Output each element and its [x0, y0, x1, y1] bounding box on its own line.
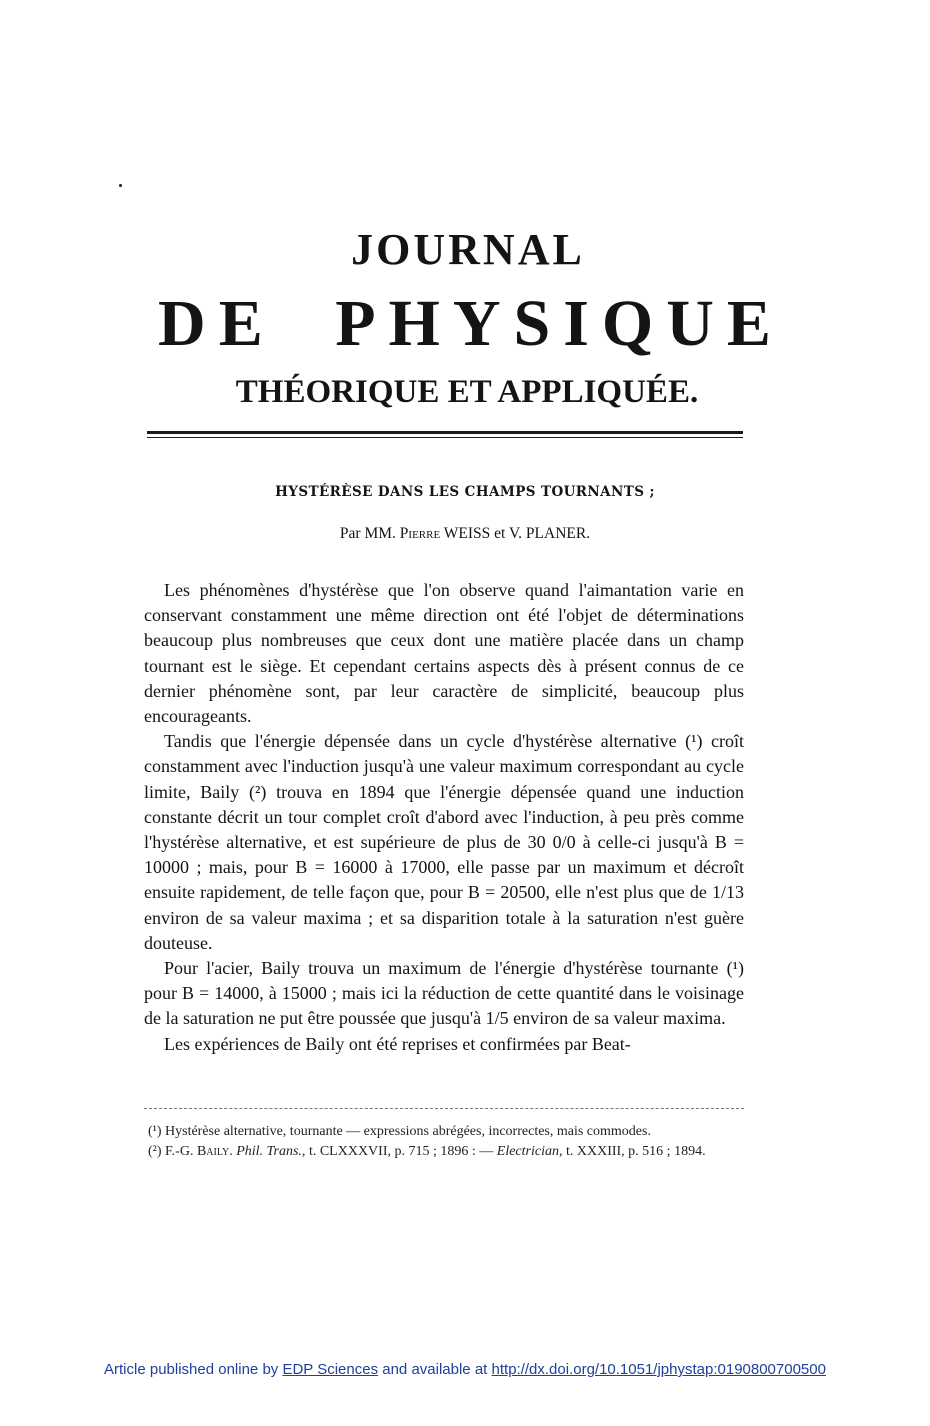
article-title: HYSTÉRÈSE DANS LES CHAMPS TOURNANTS ; — [275, 484, 655, 500]
footnote-2-ref: t. CLXXXVII, p. 715 ; 1896 : — — [308, 1143, 494, 1159]
article-body — [144, 578, 744, 1057]
journal-subtitle: DE PHYSIQUE — [158, 287, 784, 360]
body-paragraph: Pour l'acier, Baily trouva un maximum de l'énergie d'hystérèse tournante (¹) pour B = 14000, à 15000 ; mais ici la réduction de cette quantité dans le voisinage de la saturation ne put être poussée que jusqu'à 1/5 environ de sa valeur maxima. — [144, 958, 744, 1029]
journal-title: JOURNAL — [351, 225, 585, 274]
masthead-rule-thick — [147, 431, 743, 434]
author1-last-name: WEISS — [443, 525, 491, 542]
body-paragraph: Les expériences de Baily ont été reprises et confirmées par Beat- — [164, 1033, 631, 1054]
footnote-2-journal: Phil. Trans., — [236, 1143, 306, 1159]
doi-link[interactable]: http://dx.doi.org/10.1051/jphystap:0190800700500 — [491, 1361, 826, 1378]
publisher-link[interactable]: EDP Sciences — [282, 1361, 379, 1378]
footnote-2 — [144, 1143, 744, 1161]
article-byline — [0, 524, 930, 544]
journal-tagline: THÉORIQUE ET APPLIQUÉE. — [235, 374, 699, 410]
body-paragraph: Les phénomènes d'hystérèse que l'on observe quand l'aimantation varie en conservant constamment une même direction ont été l'objet de déterminations beaucoup plus nombreuses que ceux dont une matière placée dans un champ tournant est le siège. Et cependant certains aspects dès à présent connus de ce dernier phénomène sont, par leur caractère de simplicité, beaucoup plus encourageants. — [144, 580, 744, 727]
footnote-2-prefix: (²) F.-G. — [148, 1143, 194, 1159]
footnote-1: (¹) Hystérèse alternative, tournante — expressions abrégées, incorrectes, mais commodes. — [148, 1124, 651, 1139]
footnote-2-ref2: t. XXXIII, p. 516 ; 1894. — [565, 1143, 706, 1159]
stray-mark — [119, 184, 122, 187]
footnote-2-author: Baily. — [196, 1143, 233, 1159]
footnote-separator — [144, 1108, 744, 1110]
publication-notice — [0, 1359, 930, 1381]
author1-first-name: Pierre — [399, 525, 441, 542]
byline-and: et — [494, 525, 506, 542]
author2-name: V. PLANER. — [508, 525, 591, 542]
footnotes — [144, 1123, 744, 1162]
byline-prefix: Par MM. — [339, 525, 396, 542]
footnote-2-journal2: Electrician, — [496, 1143, 563, 1159]
publication-middle: and available at — [382, 1361, 488, 1378]
body-paragraph: Tandis que l'énergie dépensée dans un cycle d'hystérèse alternative (¹) croît constamment avec l'induction jusqu'à une valeur maximum correspondant au cycle limite, Baily (²) trouva en 1894 que l'énergie dépensée quand une induction constante décrit un tour complet croît d'abord avec l'induction, à peu près comme l'hystérèse alternative, et est supérieure de plus de 30 0/0 à celle-ci jusqu'à B = 10000 ; mais, pour B = 16000 à 17000, elle passe par un maximum et décroît ensuite rapidement, de telle façon que, pour B = 20500, elle n'est plus que de 1/13 environ de sa valeur maxima ; et sa disparition totale à la saturation n'est guère douteuse. — [144, 731, 744, 953]
publication-prefix: Article published online by — [104, 1361, 279, 1378]
masthead-rule-thin — [147, 437, 743, 438]
